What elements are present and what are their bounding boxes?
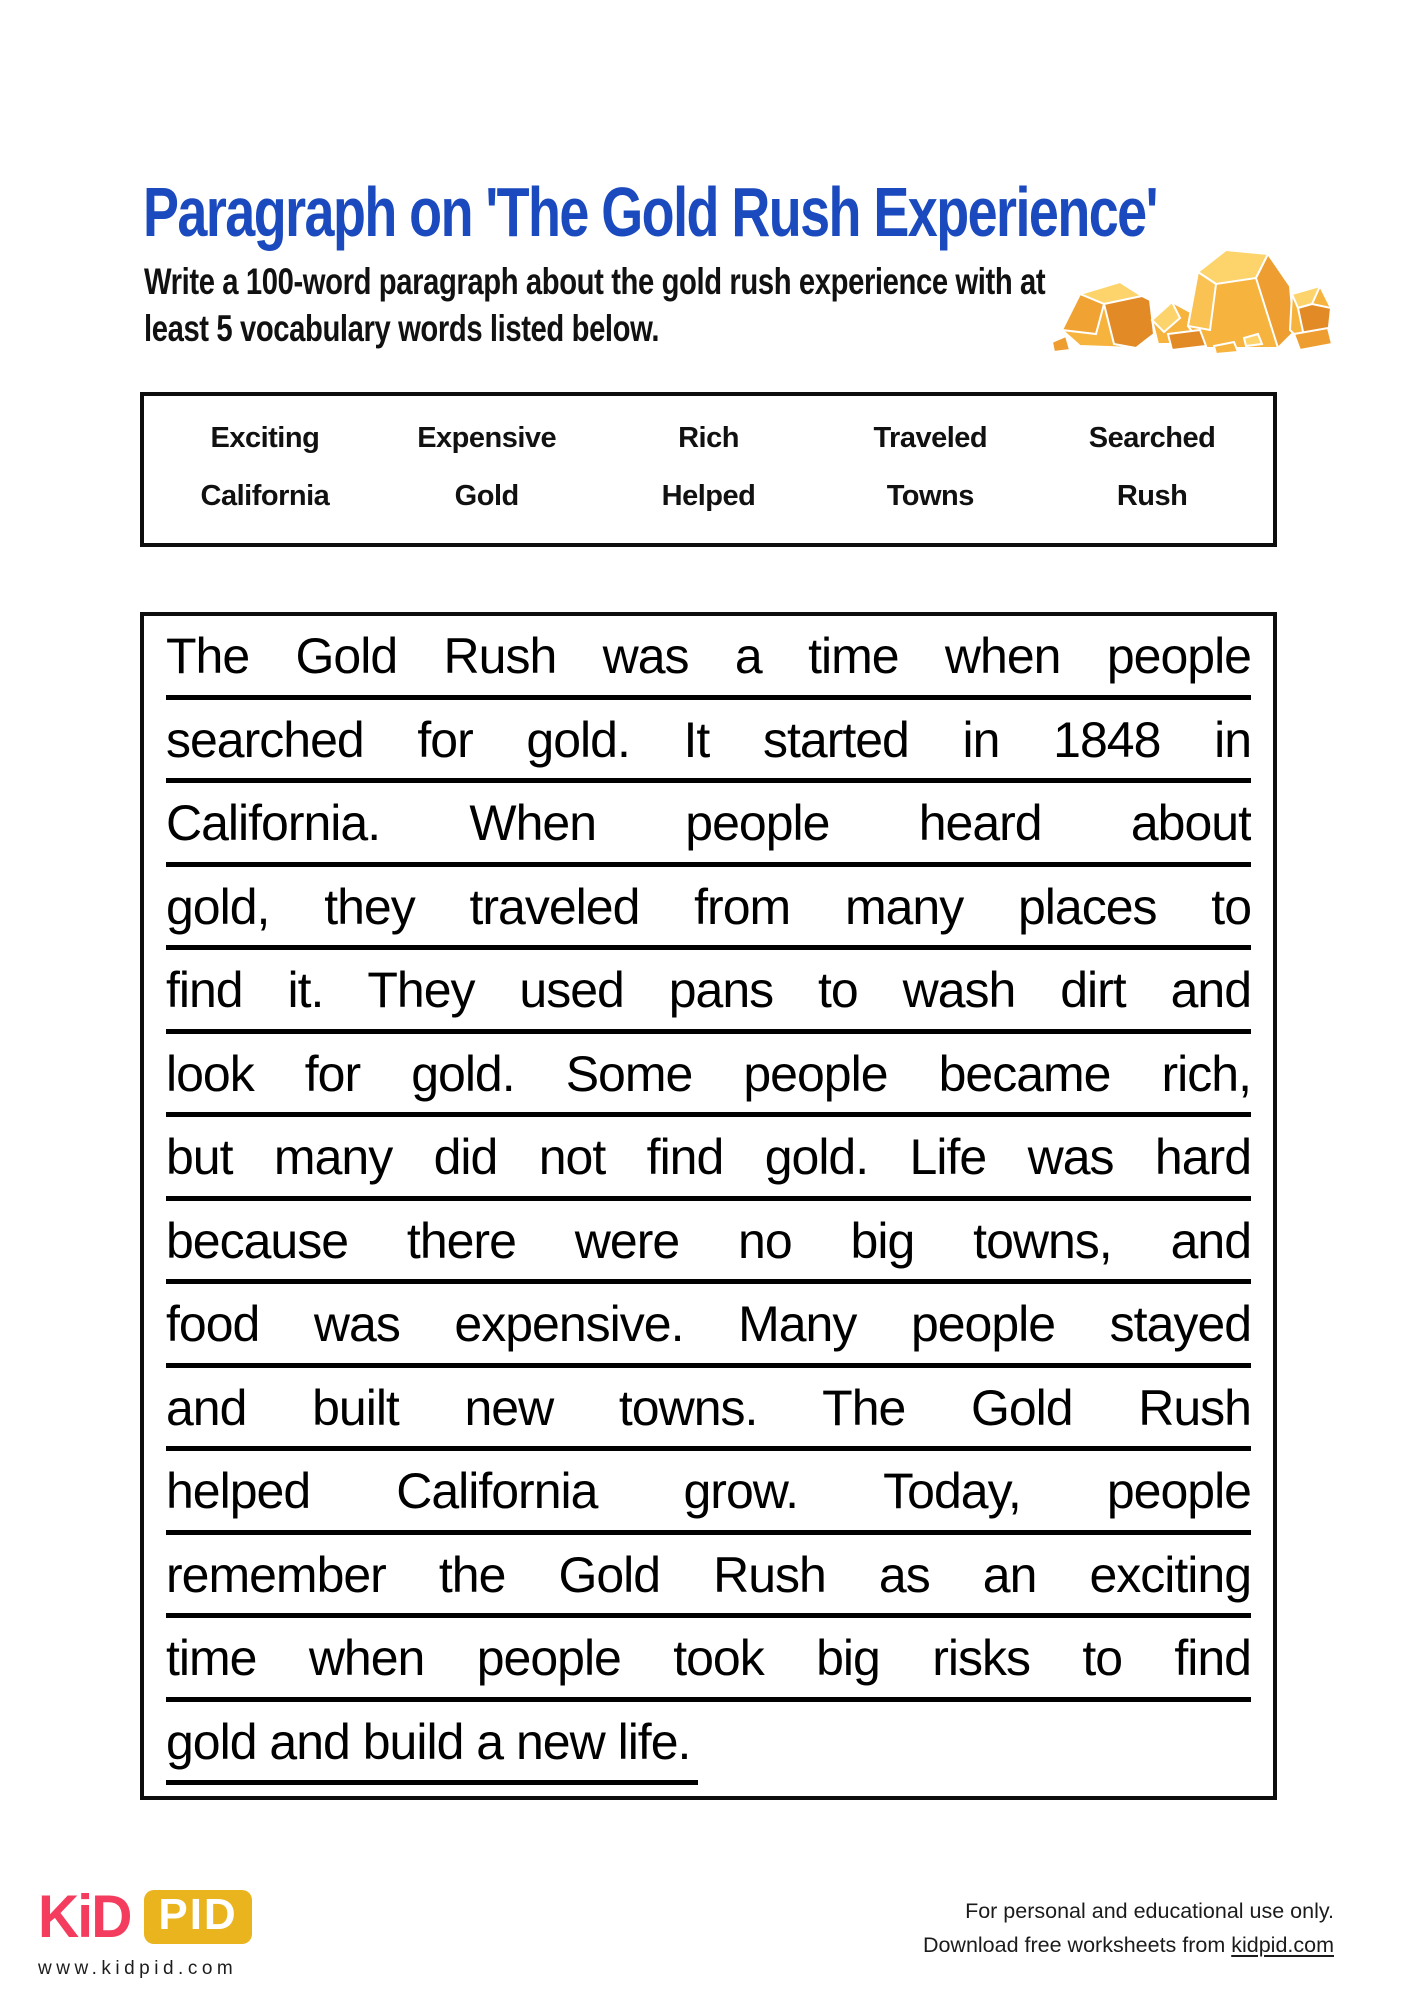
vocabulary-box: [140, 392, 1277, 547]
essay-box: [140, 612, 1277, 1800]
kidpid-logo: [38, 1882, 252, 1980]
essay-line: California. When people heard about: [166, 783, 1251, 867]
gold-nuggets-icon: [1048, 238, 1333, 360]
vocab-word: Gold: [454, 479, 519, 512]
essay-line: because there were no big towns, and: [166, 1201, 1251, 1285]
essay-line: remember the Gold Rush as an exciting: [166, 1535, 1251, 1619]
vocab-word: California: [200, 479, 330, 512]
essay-line: find it. They used pans to wash dirt and: [166, 950, 1251, 1034]
vocab-word: Helped: [661, 479, 756, 512]
vocab-word: Towns: [886, 479, 974, 512]
essay-line: searched for gold. It started in 1848 in: [166, 700, 1251, 784]
vocab-word: Exciting: [210, 422, 320, 455]
essay-line: look for gold. Some people became rich,: [166, 1034, 1251, 1118]
vocab-word: Traveled: [873, 422, 988, 455]
kidpid-link[interactable]: kidpid.com: [1231, 1933, 1334, 1957]
usage-notice-line-2: Download free worksheets from kidpid.com: [922, 1933, 1334, 1957]
vocab-word: Searched: [1088, 422, 1216, 455]
essay-line: gold, they traveled from many places to: [166, 867, 1251, 951]
essay-line: and built new towns. The Gold Rush: [166, 1368, 1251, 1452]
essay-line: The Gold Rush was a time when people: [166, 616, 1251, 700]
vocab-word: Rush: [1116, 479, 1188, 512]
vocab-word: Expensive: [417, 422, 557, 455]
essay-line: time when people took big risks to find: [166, 1618, 1251, 1702]
essay-line-last-text: gold and build a new life.: [166, 1702, 698, 1786]
usage-notice-line-1: For personal and educational use only.: [965, 1899, 1334, 1923]
logo-kid-text: KiD: [38, 1883, 131, 1950]
instructions-line-1: Write a 100-word paragraph about the gold rush experience with at: [144, 261, 1046, 302]
instructions: [144, 258, 1045, 352]
page-title: Paragraph on 'The Gold Rush Experience': [143, 173, 1157, 251]
essay-line: helped California grow. Today, people: [166, 1451, 1251, 1535]
usage-notice: [923, 1894, 1334, 1962]
instructions-line-2: least 5 vocabulary words listed below.: [144, 308, 660, 349]
essay-line: food was expensive. Many people stayed: [166, 1284, 1251, 1368]
essay-line-last: [166, 1702, 1251, 1786]
logo-pid-badge: PID: [144, 1890, 251, 1944]
vocab-word: Rich: [678, 422, 739, 455]
website-url: www.kidpid.com: [38, 1958, 238, 1979]
essay-line: but many did not find gold. Life was hard: [166, 1117, 1251, 1201]
